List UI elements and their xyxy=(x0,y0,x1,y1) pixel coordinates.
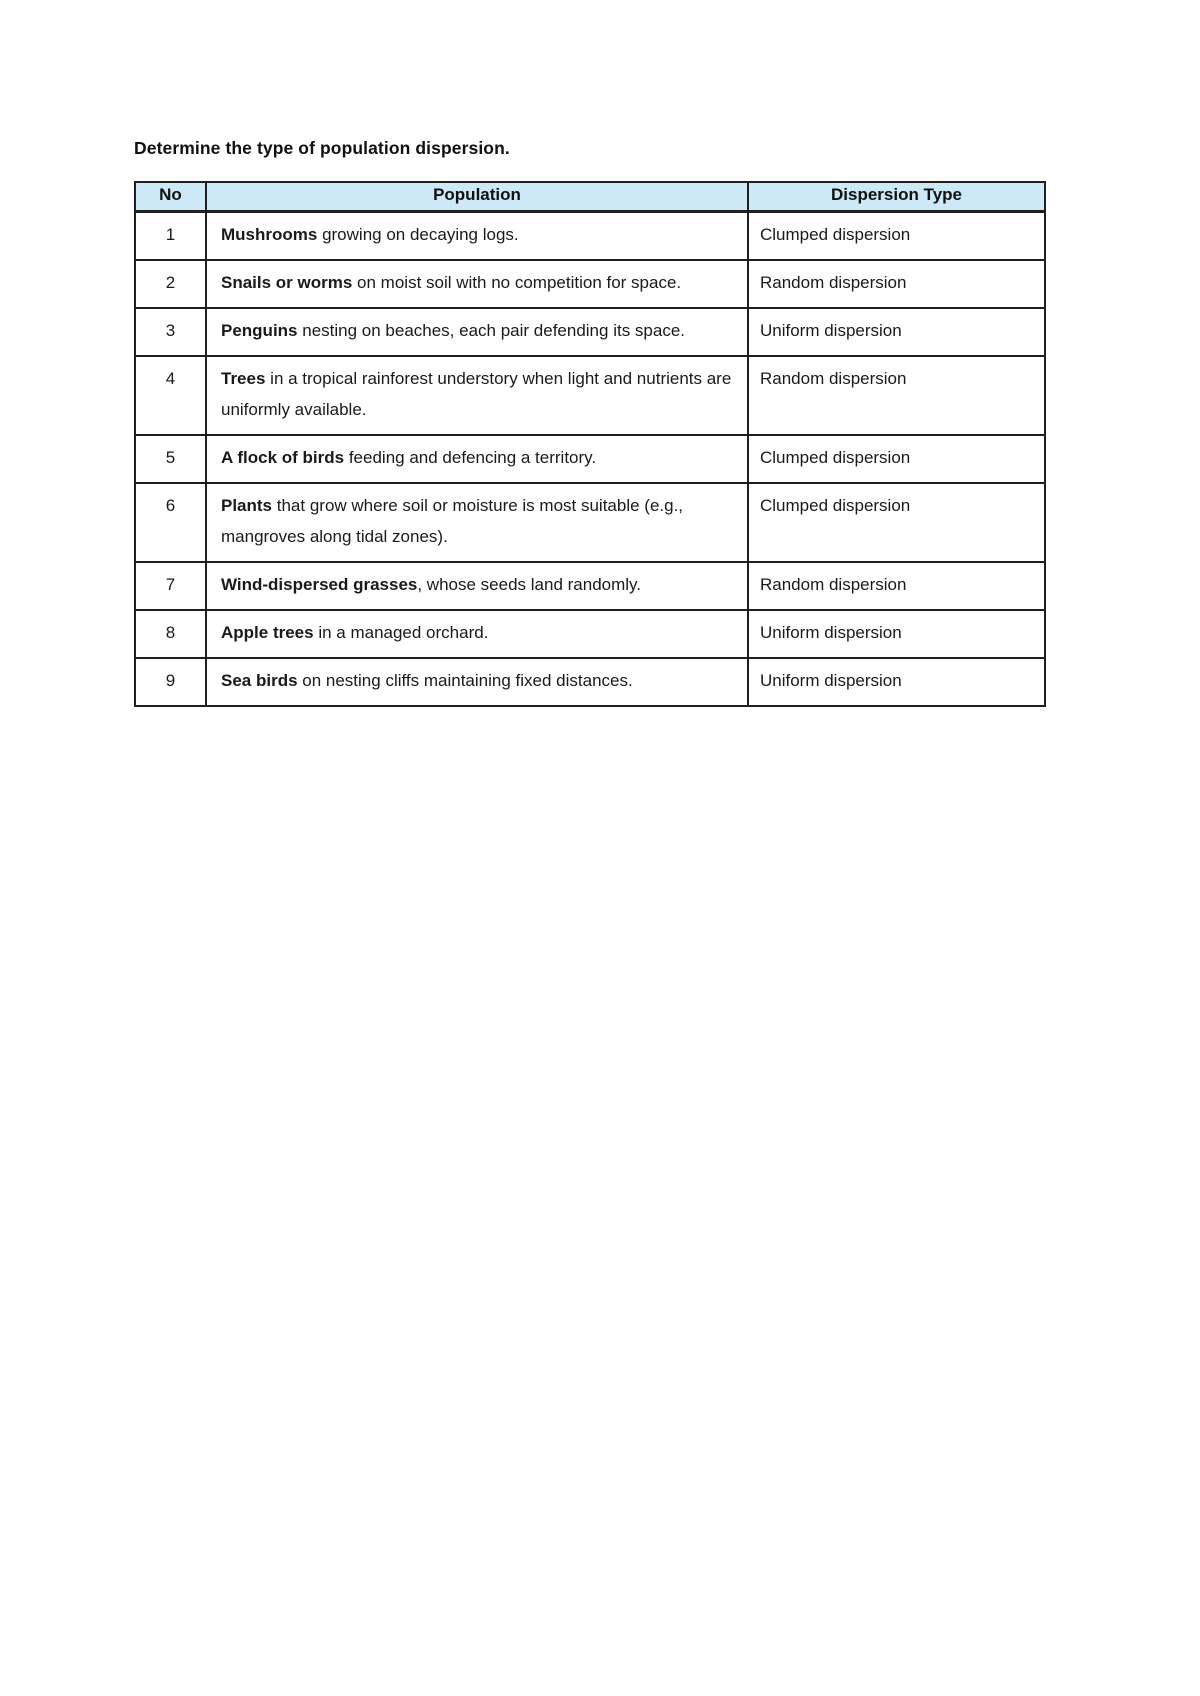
population-cell xyxy=(206,308,748,356)
dispersion-type-cell: Clumped dispersion xyxy=(748,483,1045,562)
population-rest-text: , whose seeds land randomly. xyxy=(417,575,641,594)
population-cell xyxy=(206,212,748,261)
table-header xyxy=(135,182,1045,212)
table-row xyxy=(135,562,1045,610)
dispersion-type-cell: Uniform dispersion xyxy=(748,610,1045,658)
population-bold-text: Mushrooms xyxy=(221,225,318,244)
table-row xyxy=(135,610,1045,658)
population-cell xyxy=(206,435,748,483)
dispersion-type-cell: Uniform dispersion xyxy=(748,658,1045,706)
population-cell xyxy=(206,610,748,658)
row-number-cell: 8 xyxy=(135,610,206,658)
population-cell xyxy=(206,483,748,562)
dispersion-type-cell: Uniform dispersion xyxy=(748,308,1045,356)
population-bold-text: Plants xyxy=(221,496,273,515)
population-rest-text: on nesting cliffs maintaining fixed distances. xyxy=(297,671,633,690)
population-cell xyxy=(206,356,748,435)
table-row xyxy=(135,483,1045,562)
table-row xyxy=(135,260,1045,308)
population-cell xyxy=(206,658,748,706)
population-bold-text: Penguins xyxy=(221,321,298,340)
table-header-row xyxy=(135,182,1045,212)
population-bold-text: Wind-dispersed grasses xyxy=(221,575,418,594)
population-rest-text: in a managed orchard. xyxy=(313,623,489,642)
population-rest-text: growing on decaying logs. xyxy=(317,225,519,244)
row-number-cell: 3 xyxy=(135,308,206,356)
table-row xyxy=(135,658,1045,706)
column-header-no: No xyxy=(135,182,206,212)
dispersion-type-cell: Random dispersion xyxy=(748,260,1045,308)
dispersion-type-cell: Random dispersion xyxy=(748,562,1045,610)
dispersion-type-cell: Clumped dispersion xyxy=(748,435,1045,483)
population-rest-text: nesting on beaches, each pair defending its space. xyxy=(297,321,686,340)
row-number-cell: 4 xyxy=(135,356,206,435)
table-row xyxy=(135,308,1045,356)
population-cell xyxy=(206,260,748,308)
population-rest-text: feeding and defencing a territory. xyxy=(344,448,597,467)
dispersion-type-cell: Clumped dispersion xyxy=(748,212,1045,261)
dispersion-table xyxy=(134,181,1046,707)
dispersion-type-cell: Random dispersion xyxy=(748,356,1045,435)
row-number-cell: 5 xyxy=(135,435,206,483)
row-number-cell: 7 xyxy=(135,562,206,610)
row-number-cell: 1 xyxy=(135,212,206,261)
table-row xyxy=(135,435,1045,483)
population-bold-text: Sea birds xyxy=(221,671,298,690)
population-bold-text: Snails or worms xyxy=(221,273,353,292)
column-header-population: Population xyxy=(206,182,748,212)
population-bold-text: Trees xyxy=(221,369,266,388)
population-rest-text: in a tropical rainforest understory when light and nutrients are uniformly available. xyxy=(221,369,732,419)
population-bold-text: Apple trees xyxy=(221,623,314,642)
row-number-cell: 6 xyxy=(135,483,206,562)
column-header-dispersion-type: Dispersion Type xyxy=(748,182,1045,212)
document-page xyxy=(134,138,1046,707)
page-title: Determine the type of population dispersion. xyxy=(134,138,510,158)
table-row xyxy=(135,212,1045,261)
row-number-cell: 9 xyxy=(135,658,206,706)
population-rest-text: on moist soil with no competition for space. xyxy=(352,273,682,292)
population-bold-text: A flock of birds xyxy=(221,448,345,467)
table-row xyxy=(135,356,1045,435)
row-number-cell: 2 xyxy=(135,260,206,308)
population-rest-text: that grow where soil or moisture is most suitable (e.g., mangroves along tidal zones). xyxy=(221,496,684,546)
table-body xyxy=(135,212,1045,707)
population-cell xyxy=(206,562,748,610)
